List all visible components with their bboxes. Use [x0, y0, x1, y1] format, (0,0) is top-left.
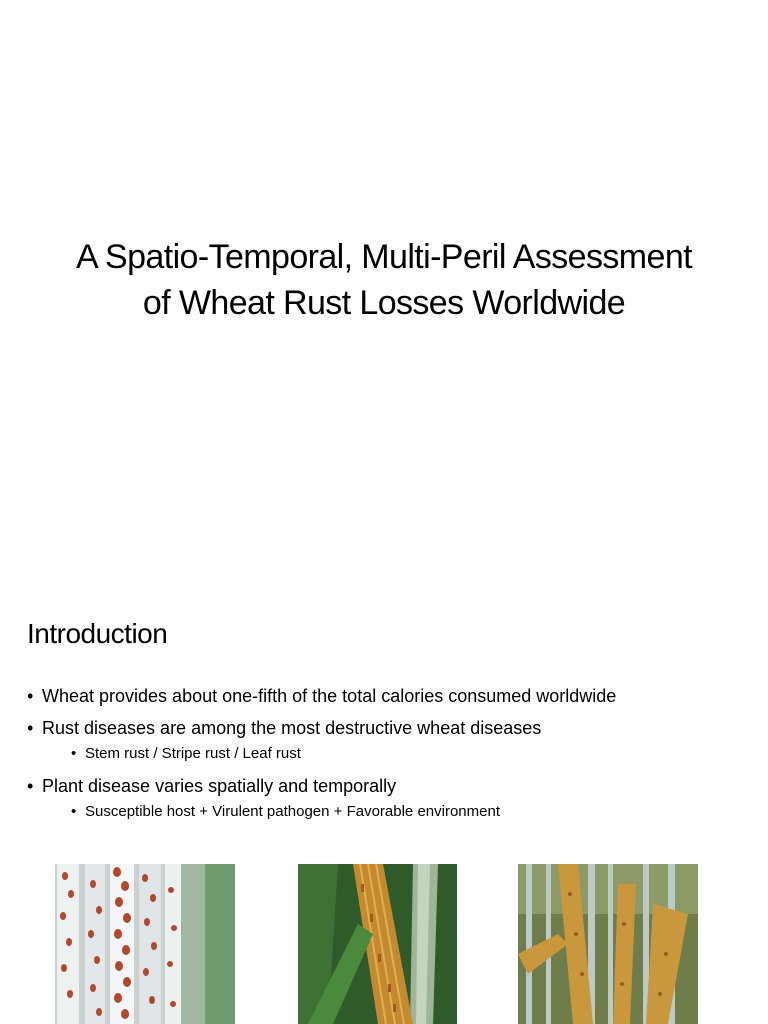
title-line-2: of Wheat Rust Losses Worldwide — [142, 284, 626, 322]
stem-rust-photo — [55, 864, 235, 1024]
bullet-item: • Plant disease varies spatially and temporally • Susceptible host + Virulent pathogen + Favorable environment — [27, 774, 747, 822]
introduction-slide — [0, 580, 768, 1024]
sub-bullet-item: • Stem rust / Stripe rust / Leaf rust — [42, 744, 747, 764]
bullet-item: • Wheat provides about one-fifth of the total calories consumed worldwide — [27, 684, 747, 708]
presentation-title — [0, 234, 768, 326]
slide-heading: Introduction — [27, 618, 168, 649]
bullet-item: • Rust diseases are among the most destructive wheat diseases • Stem rust / Stripe rust / Leaf rust — [27, 716, 747, 764]
bullet-list — [27, 684, 747, 832]
title-line-1: A Spatio-Temporal, Multi-Peril Assessment — [76, 238, 692, 276]
leaf-rust-photo — [518, 864, 698, 1024]
stripe-rust-photo — [298, 864, 457, 1024]
sub-bullet-item: • Susceptible host + Virulent pathogen + Favorable environment — [42, 802, 747, 822]
